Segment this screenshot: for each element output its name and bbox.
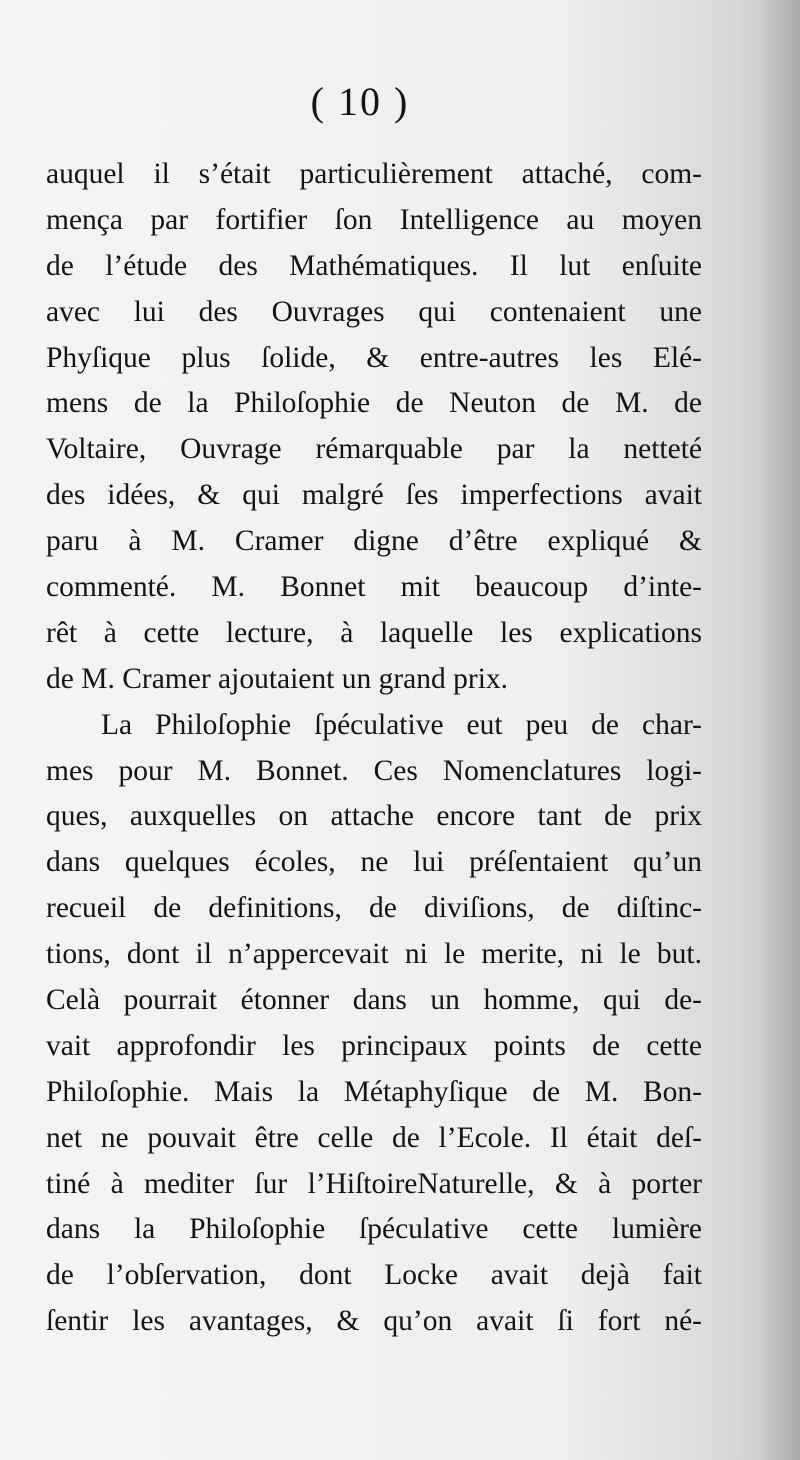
text-line: Voltaire, Ouvrage rémarquable par la netteté	[46, 433, 702, 466]
page-edge-shadow	[760, 0, 800, 1460]
text-line: commenté. M. Bonnet mit beaucoup d’inte-	[46, 571, 702, 604]
text-line: mens de la Philoſophie de Neuton de M. de	[46, 387, 702, 420]
text-line: de M. Cramer ajoutaient un grand prix.	[46, 662, 509, 695]
text-line: de l’étude des Mathématiques. Il lut enſuite	[46, 249, 702, 282]
text-line: ſentir les avantages, & qu’on avait ſi fort né-	[46, 1305, 702, 1338]
text-line: des idées, & qui malgré ſes imperfections avait	[46, 479, 702, 512]
text-line: mença par fortifier ſon Intelligence au moyen	[46, 203, 702, 236]
text-line: recueil de definitions, de diviſions, de diſtinc-	[46, 892, 702, 925]
text-line: Philoſophie. Mais la Métaphyſique de M. Bon-	[46, 1075, 702, 1108]
text-line: vait approfondir les principaux points de cette	[46, 1029, 702, 1062]
text-line: rêt à cette lecture, à laquelle les explications	[46, 616, 702, 649]
page-number: ( 10 )	[310, 79, 410, 124]
text-line: ques, auxquelles on attache encore tant de prix	[46, 800, 702, 833]
text-line: paru à M. Cramer digne d’être expliqué &	[46, 525, 702, 558]
text-line: Phyſique plus ſolide, & entre-autres les Elé-	[46, 341, 702, 374]
text-line: Celà pourrait étonner dans un homme, qui de-	[46, 984, 702, 1017]
text-line: tiné à mediter ſur l’HiſtoireNaturelle, & à porter	[46, 1167, 702, 1200]
text-line: net ne pouvait être celle de l’Ecole. Il était deſ-	[46, 1121, 702, 1154]
text-line: avec lui des Ouvrages qui contenaient une	[46, 295, 702, 328]
text-line: mes pour M. Bonnet. Ces Nomenclatures logi-	[46, 754, 702, 787]
text-line: dans la Philoſophie ſpéculative cette lumière	[46, 1213, 702, 1246]
body-text	[46, 152, 702, 1345]
text-line: La Philoſophie ſpéculative eut peu de char-	[101, 708, 702, 741]
text-line: de l’obſervation, dont Locke avait dejà fait	[46, 1259, 702, 1292]
text-line: dans quelques écoles, ne lui préſentaient qu’un	[46, 846, 702, 879]
text-line: auquel il s’était particulièrement attaché, com-	[46, 158, 702, 190]
text-line: tions, dont il n’appercevait ni le merite, ni le but.	[46, 938, 702, 971]
